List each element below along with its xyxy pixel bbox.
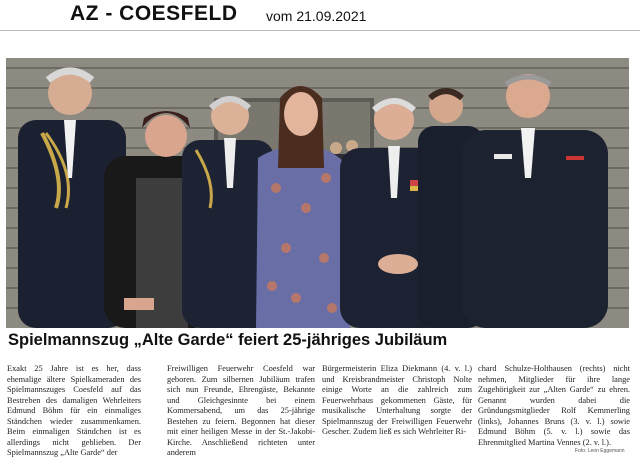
article-column-2 [167,364,315,458]
publication-date: vom 21.09.2021 [266,8,367,24]
article-headline: Spielmannszug „Alte Garde“ feiert 25-jähriges Jubiläum [8,331,448,349]
masthead-divider [0,30,640,31]
group-photo [6,58,629,328]
photo-credit: Foto: Leon Eggemann [575,448,625,454]
article-column-3 [322,364,472,438]
column-text: Freiwilligen Feuerwehr Coesfeld war geboren. Zum silbernen Jubiläum trafen sich nun Freunde, Ehrengäste, Bekannte und Gleichgesinnte bei einem Kommersabend, um das 25-jährige Bestehen zu feiern. Begonnen hat dieser mit einer heiligen Messe in der St.-Jakobi-Kirche. Anschließend richteten unter anderem [167,364,315,457]
newspaper-title: AZ - COESFELD [70,2,238,25]
column-text: Bürgermeisterin Eliza Diekmann (4. v. l.) und Kreisbrandmeister Christoph Nolte einige Worte an die zahlreich zum Feuerwehrhaus gekommenen Gäste, für musikalische Unterhaltung sorgte der Spielmannszug der Freiwilligen Feuerwehr Gescher. Zudem ließ es sich Wehrleiter Ri- [322,364,472,436]
column-text: Exakt 25 Jahre ist es her, dass ehemalige ältere Spielkameraden des Spielmannszuges Coesfeld auf das Bestreben des damaligen Wehrleiters Edmund Böhm für ein einmaliges Ständchen wieder zusammenkamen. Beim einmaligen Ständchen ist es allerdings nicht geblieben. Der Spielmannszug „Alte Garde“ der [7,364,141,457]
column-text: chard Schulze-Holthausen (rechts) nicht nehmen, Mitglieder für ihre lange Zugehörigkeit zur „Alten Garde“ zu ehren. Genannt wurden dabei die Gründungsmitglieder Rolf Kemmerling (links), Johannes Bruns (3. v. l.) sowie Edmund Böhm (5. v. l.) sowie das Ehrenmitglied Martina Vennes (2. v. l.). [478,364,630,447]
article-column-4 [478,364,630,448]
article-column-1 [7,364,141,458]
masthead [0,0,640,34]
